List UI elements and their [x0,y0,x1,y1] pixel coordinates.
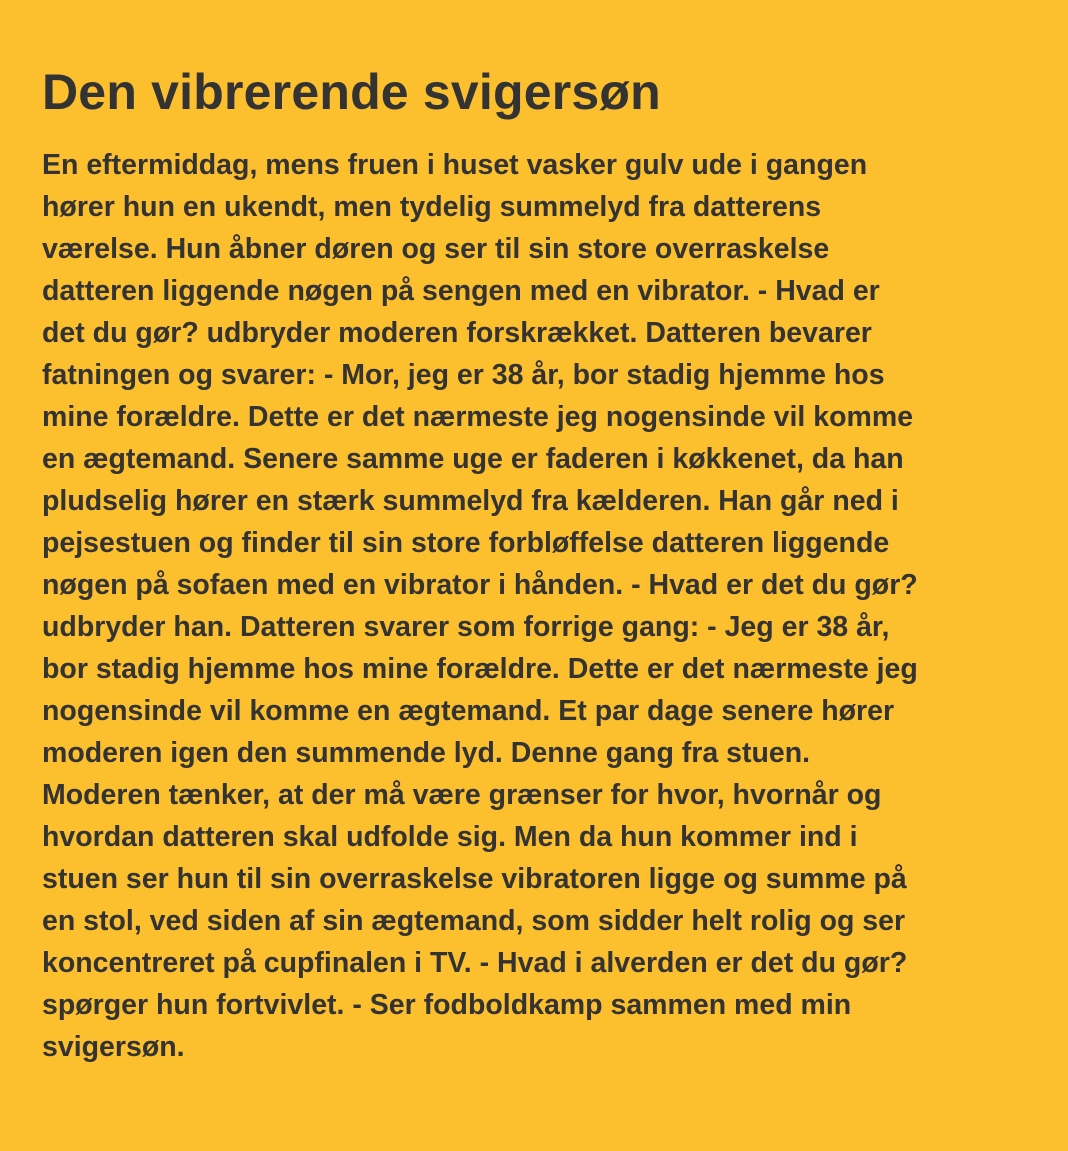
body-line: udbryder han. Datteren svarer som forrige gang: - Jeg er 38 år, [42,611,890,643]
article-body [42,144,1032,1068]
body-line: hvordan datteren skal udfolde sig. Men da hun kommer ind i [42,821,858,853]
body-line: hører hun en ukendt, men tydelig summelyd fra datterens [42,191,822,223]
body-line: Moderen tænker, at der må være grænser for hvor, hvornår og [42,779,882,811]
body-line: en stol, ved siden af sin ægtemand, som sidder helt rolig og ser [42,905,906,937]
body-line: koncentreret på cupfinalen i TV. - Hvad i alverden er det du gør? [42,947,908,979]
article-title: Den vibrerende svigersøn [42,64,661,120]
body-line: moderen igen den summende lyd. Denne gang fra stuen. [42,737,811,769]
body-line: En eftermiddag, mens fruen i huset vasker gulv ude i gangen [42,149,868,181]
body-line: nøgen på sofaen med en vibrator i hånden. - Hvad er det du gør? [42,569,918,601]
body-line: bor stadig hjemme hos mine forældre. Dette er det nærmeste jeg [42,653,918,685]
article [42,62,1032,1068]
body-line: svigersøn. [42,1031,185,1063]
body-line: datteren liggende nøgen på sengen med en vibrator. - Hvad er [42,275,880,307]
body-line: pludselig hører en stærk summelyd fra kælderen. Han går ned i [42,485,899,517]
body-line: nogensinde vil komme en ægtemand. Et par dage senere hører [42,695,895,727]
body-line: fatningen og svarer: - Mor, jeg er 38 år, bor stadig hjemme hos [42,359,885,391]
body-line: det du gør? udbryder moderen forskrækket. Datteren bevarer [42,317,872,349]
body-line: værelse. Hun åbner døren og ser til sin store overraskelse [42,233,830,265]
body-line: mine forældre. Dette er det nærmeste jeg nogensinde vil komme [42,401,914,433]
body-line: en ægtemand. Senere samme uge er faderen i køkkenet, da han [42,443,904,475]
body-line: pejsestuen og finder til sin store forbløffelse datteren liggende [42,527,890,559]
body-line: spørger hun fortvivlet. - Ser fodboldkamp sammen med min [42,989,852,1021]
body-line: stuen ser hun til sin overraskelse vibratoren ligge og summe på [42,863,907,895]
